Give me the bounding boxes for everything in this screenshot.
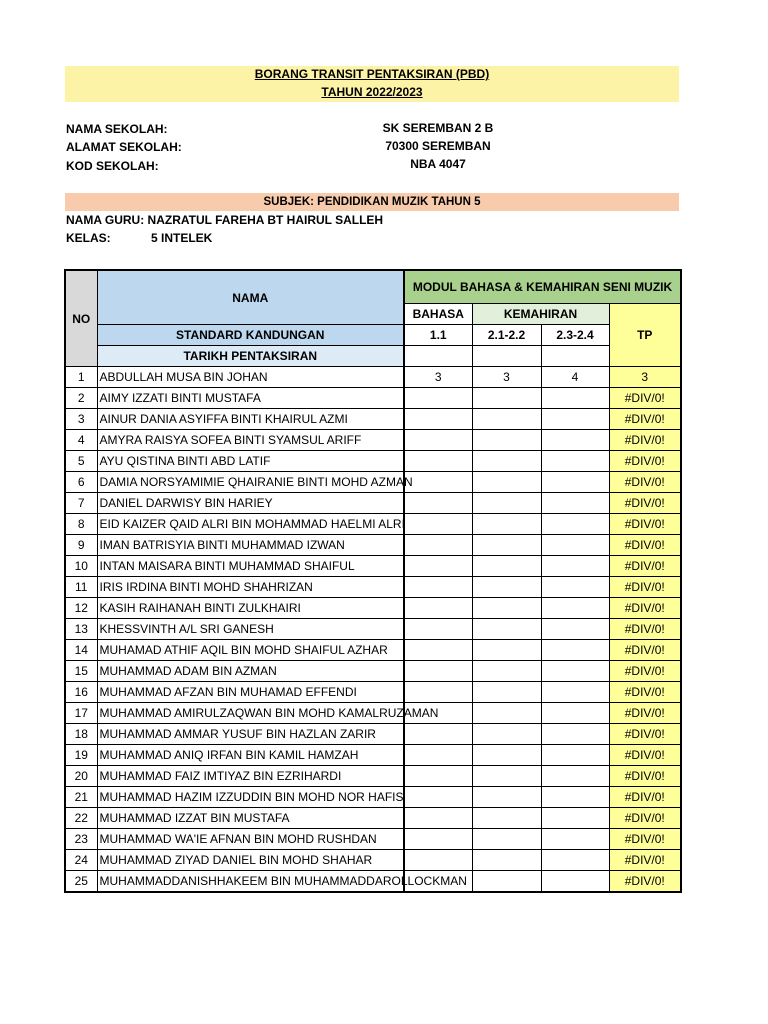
score-2-1-2-2[interactable] <box>472 745 541 766</box>
score-1-1[interactable] <box>404 850 472 871</box>
tp-value: #DIV/0! <box>609 619 681 640</box>
student-name-text: MUHAMMAD IZZAT BIN MUSTAFA <box>99 811 290 825</box>
score-1-1[interactable] <box>404 514 472 535</box>
class-label: KELAS: <box>66 231 111 245</box>
table-row <box>65 598 681 619</box>
score-1-1[interactable] <box>404 724 472 745</box>
student-name <box>97 409 404 430</box>
table-row <box>65 535 681 556</box>
teacher-name: NAMA GURU: NAZRATUL FAREHA BT HAIRUL SALLEH <box>66 213 384 227</box>
score-1-1[interactable] <box>404 682 472 703</box>
tp-header: TP <box>609 304 681 367</box>
score-1-1[interactable] <box>404 829 472 850</box>
student-name <box>97 430 404 451</box>
table-row <box>65 682 681 703</box>
tp-value: #DIV/0! <box>609 472 681 493</box>
row-number: 23 <box>65 829 97 850</box>
no-header: NO <box>65 270 97 367</box>
score-2-3-2-4[interactable] <box>541 871 609 893</box>
score-1-1[interactable] <box>404 472 472 493</box>
student-name-text: EID KAIZER QAID ALRI BIN MOHAMMAD HAELMI ALRI <box>99 517 405 531</box>
school-code-value: NBA 4047 <box>410 157 466 171</box>
student-name-text: MUHAMMAD WA'IE AFNAN BIN MOHD RUSHDAN <box>99 832 377 846</box>
score-1-1[interactable] <box>404 661 472 682</box>
student-name <box>97 493 404 514</box>
student-name-text: MUHAMMAD HAZIM IZZUDDIN BIN MOHD NOR HAFIS <box>99 790 404 804</box>
school-name-value: SK SEREMBAN 2 B <box>382 121 494 135</box>
score-2-3-2-4[interactable] <box>541 640 609 661</box>
table-row <box>65 703 681 724</box>
row-number: 14 <box>65 640 97 661</box>
tp-value: #DIV/0! <box>609 787 681 808</box>
score-2-1-2-2[interactable] <box>472 850 541 871</box>
row-number: 12 <box>65 598 97 619</box>
subject-banner: SUBJEK: PENDIDIKAN MUZIK TAHUN 5 <box>65 193 679 211</box>
row-number: 5 <box>65 451 97 472</box>
row-number: 6 <box>65 472 97 493</box>
student-name <box>97 535 404 556</box>
row-number: 24 <box>65 850 97 871</box>
score-2-1-2-2[interactable] <box>472 430 541 451</box>
student-name-text: MUHAMMAD AMIRULZAQWAN BIN MOHD KAMALRUZAMAN <box>99 706 439 720</box>
table-row <box>65 409 681 430</box>
table-row <box>65 472 681 493</box>
tp-value: #DIV/0! <box>609 703 681 724</box>
score-2-3-2-4[interactable] <box>541 745 609 766</box>
score-2-3-2-4[interactable]: 4 <box>541 367 609 388</box>
score-2-3-2-4[interactable] <box>541 787 609 808</box>
student-name-text: AYU QISTINA BINTI ABD LATIF <box>99 454 271 468</box>
score-2-1-2-2[interactable] <box>472 871 541 893</box>
table-row <box>65 451 681 472</box>
kemahiran-header: KEMAHIRAN <box>472 304 609 325</box>
student-name <box>97 871 467 893</box>
score-2-3-2-4[interactable] <box>541 766 609 787</box>
student-name <box>97 766 404 787</box>
student-name <box>97 808 404 829</box>
student-name-text: MUHAMMAD ANIQ IRFAN BIN KAMIL HAMZAH <box>99 748 359 762</box>
score-1-1[interactable] <box>404 766 472 787</box>
score-1-1[interactable] <box>404 388 472 409</box>
row-number: 1 <box>65 367 97 388</box>
tp-value: #DIV/0! <box>609 514 681 535</box>
student-name-text: MUHAMMADDANISHHAKEEM BIN MUHAMMADDAROLLOCKMAN <box>99 874 467 888</box>
form-title: BORANG TRANSIT PENTAKSIRAN (PBD) <box>254 67 490 81</box>
score-1-1[interactable] <box>404 745 472 766</box>
score-2-1-2-2[interactable] <box>472 514 541 535</box>
score-1-1[interactable] <box>404 577 472 598</box>
row-number: 19 <box>65 745 97 766</box>
school-name-label: NAMA SEKOLAH: <box>66 122 168 136</box>
school-address-label: ALAMAT SEKOLAH: <box>66 140 182 154</box>
tp-value: #DIV/0! <box>609 745 681 766</box>
score-1-1[interactable] <box>404 556 472 577</box>
row-number: 22 <box>65 808 97 829</box>
tp-value: #DIV/0! <box>609 682 681 703</box>
nama-header: NAMA <box>97 270 404 325</box>
sk-2-3-2-4: 2.3-2.4 <box>541 325 609 346</box>
table-row <box>65 514 681 535</box>
student-name-text: AIMY IZZATI BINTI MUSTAFA <box>99 391 261 405</box>
score-2-1-2-2[interactable] <box>472 493 541 514</box>
student-name <box>97 661 404 682</box>
tp-value: #DIV/0! <box>609 598 681 619</box>
score-2-1-2-2[interactable]: 3 <box>472 367 541 388</box>
student-name-text: IRIS IRDINA BINTI MOHD SHAHRIZAN <box>99 580 313 594</box>
score-2-3-2-4[interactable] <box>541 535 609 556</box>
student-name <box>97 619 404 640</box>
tp-value: #DIV/0! <box>609 535 681 556</box>
row-number: 7 <box>65 493 97 514</box>
student-name-text: IMAN BATRISYIA BINTI MUHAMMAD IZWAN <box>99 538 345 552</box>
student-name <box>97 682 404 703</box>
score-2-1-2-2[interactable] <box>472 598 541 619</box>
student-name-text: AMYRA RAISYA SOFEA BINTI SYAMSUL ARIFF <box>99 433 362 447</box>
score-1-1[interactable] <box>404 451 472 472</box>
score-2-1-2-2[interactable] <box>472 724 541 745</box>
student-name-text: INTAN MAISARA BINTI MUHAMMAD SHAIFUL <box>99 559 355 573</box>
student-name-text: MUHAMMAD FAIZ IMTIYAZ BIN EZRIHARDI <box>99 769 342 783</box>
modul-header: MODUL BAHASA & KEMAHIRAN SENI MUZIK <box>404 270 681 304</box>
score-2-1-2-2[interactable] <box>472 640 541 661</box>
tp-value: #DIV/0! <box>609 556 681 577</box>
score-2-3-2-4[interactable] <box>541 430 609 451</box>
row-number: 10 <box>65 556 97 577</box>
tp-value: #DIV/0! <box>609 808 681 829</box>
score-2-3-2-4[interactable] <box>541 808 609 829</box>
score-1-1[interactable] <box>404 640 472 661</box>
row-number: 15 <box>65 661 97 682</box>
score-2-3-2-4[interactable] <box>541 514 609 535</box>
student-name-text: MUHAMMAD AMMAR YUSUF BIN HAZLAN ZARIR <box>99 727 376 741</box>
school-code-label: KOD SEKOLAH: <box>66 159 159 173</box>
row-number: 20 <box>65 766 97 787</box>
form-year: TAHUN 2022/2023 <box>321 85 423 99</box>
row-number: 11 <box>65 577 97 598</box>
score-2-3-2-4[interactable] <box>541 598 609 619</box>
score-2-3-2-4[interactable] <box>541 682 609 703</box>
score-2-1-2-2[interactable] <box>472 766 541 787</box>
score-2-3-2-4[interactable] <box>541 556 609 577</box>
tarikh-cell-2[interactable] <box>472 346 541 367</box>
score-2-3-2-4[interactable] <box>541 850 609 871</box>
row-number: 17 <box>65 703 97 724</box>
score-1-1[interactable] <box>404 430 472 451</box>
class-value: 5 INTELEK <box>151 231 213 245</box>
student-name-text: DAMIA NORSYAMIMIE QHAIRANIE BINTI MOHD AZMAN <box>99 475 413 489</box>
row-number: 4 <box>65 430 97 451</box>
score-2-3-2-4[interactable] <box>541 451 609 472</box>
student-name-text: AINUR DANIA ASYIFFA BINTI KHAIRUL AZMI <box>99 412 348 426</box>
student-name <box>97 451 404 472</box>
sk-1-1: 1.1 <box>404 325 472 346</box>
tarikh-cell-1[interactable] <box>404 346 472 367</box>
score-2-3-2-4[interactable] <box>541 388 609 409</box>
score-2-1-2-2[interactable] <box>472 619 541 640</box>
row-number: 25 <box>65 871 97 893</box>
table-row <box>65 388 681 409</box>
student-name <box>97 514 404 535</box>
score-2-1-2-2[interactable] <box>472 808 541 829</box>
score-2-3-2-4[interactable] <box>541 619 609 640</box>
score-2-1-2-2[interactable] <box>472 409 541 430</box>
score-2-3-2-4[interactable] <box>541 661 609 682</box>
student-name <box>97 640 404 661</box>
table-row <box>65 829 681 850</box>
score-1-1[interactable] <box>404 598 472 619</box>
tp-value: #DIV/0! <box>609 766 681 787</box>
student-name-text: MUHAMMAD ZIYAD DANIEL BIN MOHD SHAHAR <box>99 853 373 867</box>
tp-value: #DIV/0! <box>609 850 681 871</box>
student-name <box>97 388 404 409</box>
bahasa-header: BAHASA <box>404 304 472 325</box>
student-name-text: ABDULLAH MUSA BIN JOHAN <box>99 370 268 384</box>
score-1-1[interactable]: 3 <box>404 367 472 388</box>
student-name-text: MUHAMMAD AFZAN BIN MUHAMAD EFFENDI <box>99 685 357 699</box>
score-2-3-2-4[interactable] <box>541 703 609 724</box>
student-name-text: KASIH RAIHANAH BINTI ZULKHAIRI <box>99 601 301 615</box>
score-2-1-2-2[interactable] <box>472 703 541 724</box>
tp-value: 3 <box>609 367 681 388</box>
tp-value: #DIV/0! <box>609 409 681 430</box>
student-name <box>97 472 413 493</box>
sk-2-1-2-2: 2.1-2.2 <box>472 325 541 346</box>
student-name <box>97 598 404 619</box>
student-name <box>97 577 404 598</box>
table-row <box>65 787 681 808</box>
score-2-1-2-2[interactable] <box>472 556 541 577</box>
tarikh-cell-3[interactable] <box>541 346 609 367</box>
assessment-table <box>64 269 682 893</box>
score-2-3-2-4[interactable] <box>541 409 609 430</box>
score-2-1-2-2[interactable] <box>472 787 541 808</box>
student-name <box>97 724 404 745</box>
student-name-text: DANIEL DARWISY BIN HARIEY <box>99 496 273 510</box>
tp-value: #DIV/0! <box>609 388 681 409</box>
school-address-value: 70300 SEREMBAN <box>385 139 491 153</box>
table-row <box>65 850 681 871</box>
tp-value: #DIV/0! <box>609 577 681 598</box>
standard-kandungan-header: STANDARD KANDUNGAN <box>97 325 404 346</box>
tp-value: #DIV/0! <box>609 829 681 850</box>
student-name <box>97 367 404 388</box>
table-row <box>65 745 681 766</box>
score-2-1-2-2[interactable] <box>472 829 541 850</box>
table-row <box>65 367 681 388</box>
row-number: 3 <box>65 409 97 430</box>
score-2-1-2-2[interactable] <box>472 577 541 598</box>
score-2-1-2-2[interactable] <box>472 472 541 493</box>
score-2-3-2-4[interactable] <box>541 829 609 850</box>
tarikh-pentaksiran-header: TARIKH PENTAKSIRAN <box>97 346 404 367</box>
row-number: 16 <box>65 682 97 703</box>
score-2-3-2-4[interactable] <box>541 577 609 598</box>
score-1-1[interactable] <box>404 808 472 829</box>
student-name <box>97 703 439 724</box>
score-2-3-2-4[interactable] <box>541 724 609 745</box>
row-number: 13 <box>65 619 97 640</box>
student-name <box>97 850 404 871</box>
score-1-1[interactable] <box>404 619 472 640</box>
row-number: 18 <box>65 724 97 745</box>
table-row <box>65 871 681 893</box>
tp-value: #DIV/0! <box>609 871 681 893</box>
row-number: 2 <box>65 388 97 409</box>
score-2-1-2-2[interactable] <box>472 451 541 472</box>
row-number: 21 <box>65 787 97 808</box>
tp-value: #DIV/0! <box>609 640 681 661</box>
tp-value: #DIV/0! <box>609 430 681 451</box>
row-number: 8 <box>65 514 97 535</box>
score-1-1[interactable] <box>404 493 472 514</box>
table-row <box>65 493 681 514</box>
table-row <box>65 619 681 640</box>
score-2-1-2-2[interactable] <box>472 682 541 703</box>
student-name <box>97 829 404 850</box>
student-name-text: KHESSVINTH A/L SRI GANESH <box>99 622 274 636</box>
student-name <box>97 787 404 808</box>
score-1-1[interactable] <box>404 535 472 556</box>
score-2-1-2-2[interactable] <box>472 661 541 682</box>
table-row <box>65 640 681 661</box>
student-name-text: MUHAMAD ATHIF AQIL BIN MOHD SHAIFUL AZHAR <box>99 643 388 657</box>
tp-value: #DIV/0! <box>609 493 681 514</box>
table-row <box>65 766 681 787</box>
student-name-text: MUHAMMAD ADAM BIN AZMAN <box>99 664 277 678</box>
table-row <box>65 724 681 745</box>
tp-value: #DIV/0! <box>609 724 681 745</box>
table-row <box>65 577 681 598</box>
tp-value: #DIV/0! <box>609 661 681 682</box>
score-2-1-2-2[interactable] <box>472 535 541 556</box>
score-2-3-2-4[interactable] <box>541 493 609 514</box>
score-2-1-2-2[interactable] <box>472 388 541 409</box>
row-number: 9 <box>65 535 97 556</box>
table-row <box>65 661 681 682</box>
table-row <box>65 430 681 451</box>
student-name <box>97 556 404 577</box>
table-row <box>65 556 681 577</box>
student-name <box>97 745 404 766</box>
table-row <box>65 808 681 829</box>
score-2-3-2-4[interactable] <box>541 472 609 493</box>
score-1-1[interactable] <box>404 409 472 430</box>
score-1-1[interactable] <box>404 787 472 808</box>
tp-value: #DIV/0! <box>609 451 681 472</box>
